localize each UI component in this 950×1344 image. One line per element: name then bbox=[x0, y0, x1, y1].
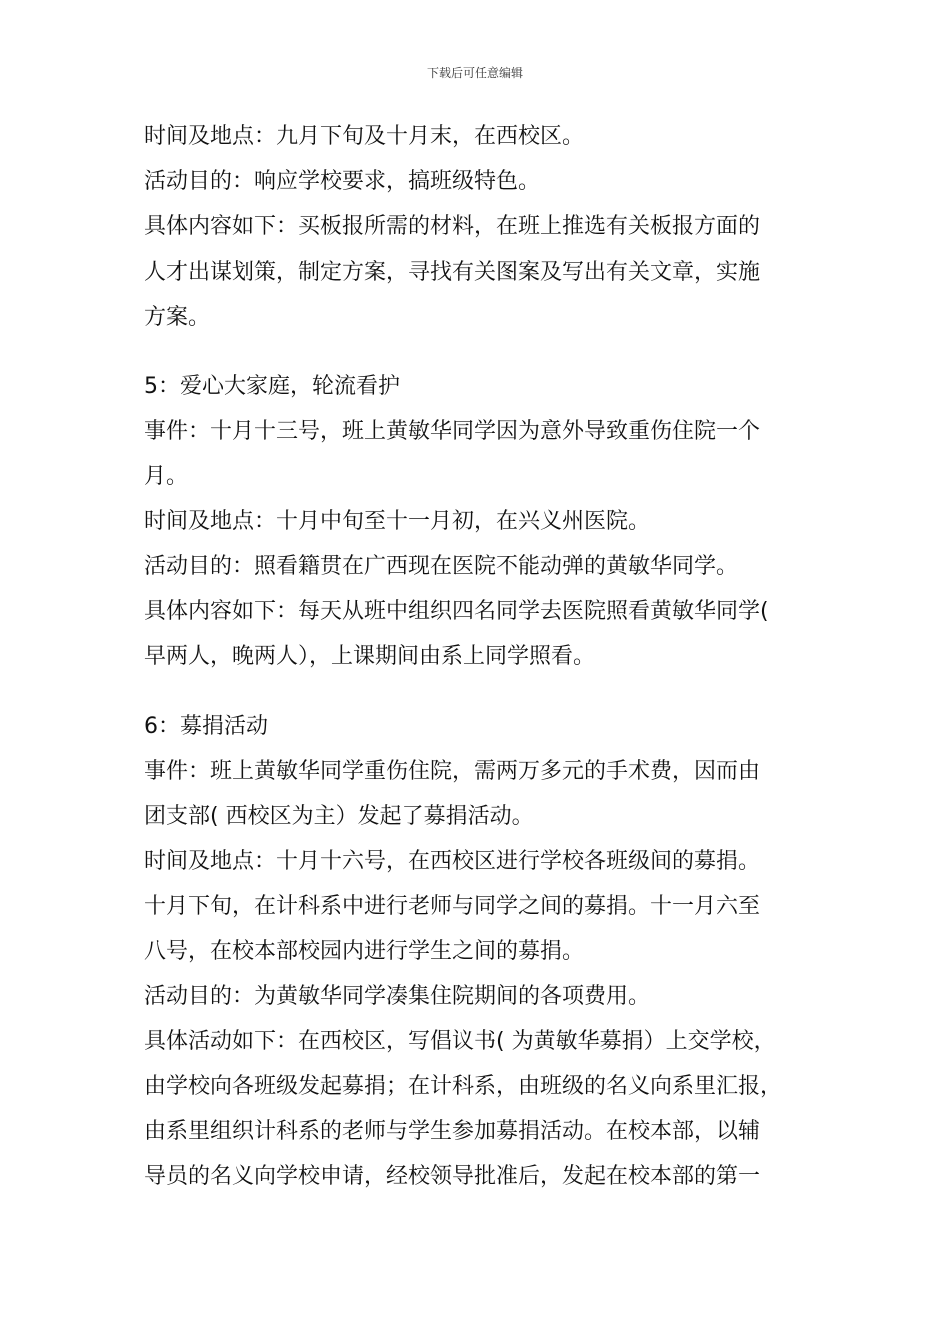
body-line: 早两人，晚两人），上课期间由系上同学照看。 bbox=[144, 644, 596, 669]
body-line: 时间及地点：十月中旬至十一月初，在兴义州医院。 bbox=[144, 509, 651, 534]
body-line: 团支部( 西校区为主）发起了募捐活动。 bbox=[144, 804, 534, 829]
page-header: 下载后可任意编辑 bbox=[426, 66, 523, 80]
body-line: 人才出谋划策，制定方案，寻找有关图案及写出有关文章，实施 bbox=[144, 260, 761, 285]
body-line: 月。 bbox=[144, 464, 189, 489]
body-line: 方案。 bbox=[144, 305, 211, 330]
body-line: 八号，在校本部校园内进行学生之间的募捐。 bbox=[144, 939, 585, 964]
section-heading: 6：募捐活动 bbox=[144, 714, 268, 739]
body-line: 导员的名义向学校申请，经校领导批准后，发起在校本部的第一 bbox=[144, 1164, 761, 1189]
body-line: 事件：班上黄敏华同学重伤住院，需两万多元的手术费，因而由 bbox=[144, 759, 761, 784]
body-line: 十月下旬，在计科系中进行老师与同学之间的募捐。十一月六至 bbox=[144, 894, 761, 919]
body-line: 由系里组织计科系的老师与学生参加募捐活动。在校本部，以辅 bbox=[144, 1119, 761, 1144]
section-heading: 5：爱心大家庭，轮流看护 bbox=[144, 374, 400, 399]
body-line: 具体内容如下：买板报所需的材料，在班上推选有关板报方面的 bbox=[144, 214, 761, 239]
body-line: 活动目的：照看籍贯在广西现在医院不能动弹的黄敏华同学。 bbox=[144, 554, 739, 579]
body-line: 具体内容如下：每天从班中组织四名同学去医院照看黄敏华同学( bbox=[144, 599, 769, 624]
body-line: 时间及地点：九月下旬及十月末，在西校区。 bbox=[144, 124, 585, 149]
body-line: 时间及地点：十月十六号，在西校区进行学校各班级间的募捐。 bbox=[144, 849, 761, 874]
body-line: 活动目的：为黄敏华同学凑集住院期间的各项费用。 bbox=[144, 984, 651, 1009]
body-line: 由学校向各班级发起募捐；在计科系，由班级的名义向系里汇报， bbox=[144, 1074, 783, 1099]
body-line: 具体活动如下：在西校区，写倡议书( 为黄敏华募捐）上交学校， bbox=[144, 1029, 776, 1054]
body-line: 事件：十月十三号，班上黄敏华同学因为意外导致重伤住院一个 bbox=[144, 419, 761, 444]
body-line: 活动目的：响应学校要求，搞班级特色。 bbox=[144, 169, 541, 194]
